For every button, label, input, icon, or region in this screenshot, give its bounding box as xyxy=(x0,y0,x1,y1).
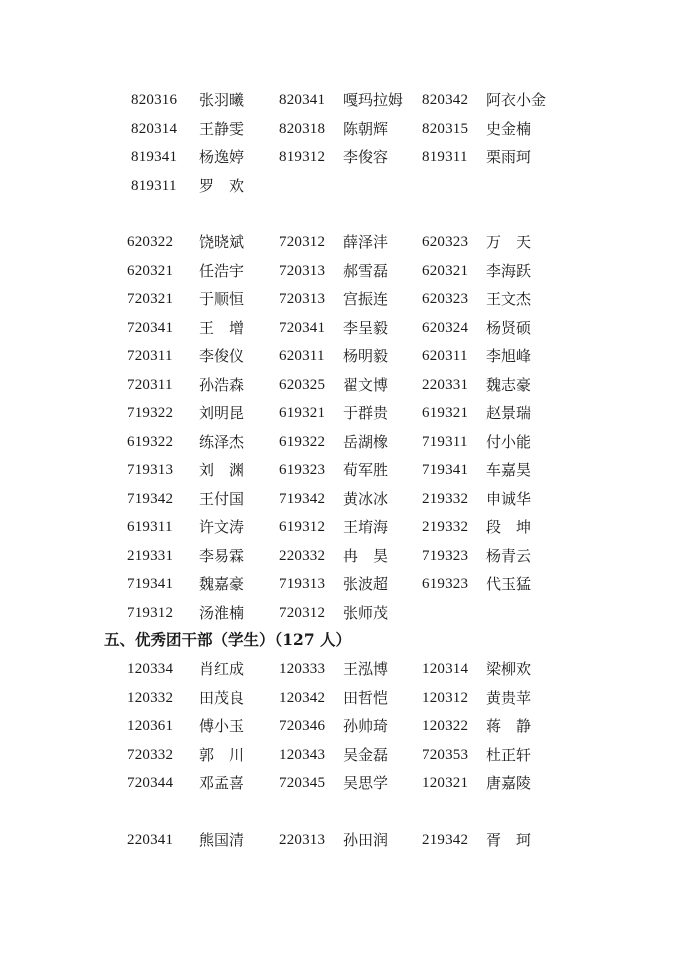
student-name: 王付国 xyxy=(199,489,245,508)
table-row xyxy=(0,769,679,797)
class-id: 819311 xyxy=(422,149,468,165)
table-row xyxy=(0,314,679,342)
class-id: 819311 xyxy=(131,177,177,194)
class-id: 819341 xyxy=(131,149,178,165)
student-name: 田茂良 xyxy=(199,688,245,707)
class-id: 719311 xyxy=(422,433,468,450)
table-row xyxy=(0,599,679,627)
student-name: 杨明毅 xyxy=(343,347,389,365)
section-heading-outstanding-league-cadres: 五、优秀团干部（学生）（127 人） xyxy=(104,630,352,649)
student-name: 任浩宇 xyxy=(199,261,245,280)
class-id: 620322 xyxy=(127,234,174,250)
student-name: 罗 欢 xyxy=(199,176,245,195)
class-id: 619322 xyxy=(127,433,174,450)
student-name: 田哲恺 xyxy=(343,688,389,707)
class-id: 220341 xyxy=(127,832,174,848)
class-id: 219331 xyxy=(127,547,174,564)
student-name: 嘎玛拉姆 xyxy=(343,91,404,109)
student-name: 杨青云 xyxy=(486,546,532,565)
class-id: 620323 xyxy=(422,291,469,307)
table-row xyxy=(0,428,679,456)
class-id: 720312 xyxy=(279,234,326,250)
class-id: 720344 xyxy=(127,775,174,791)
class-id: 620323 xyxy=(422,234,469,250)
class-id: 719341 xyxy=(422,462,469,478)
student-name: 郝雪磊 xyxy=(343,261,389,280)
student-name: 赵景瑞 xyxy=(486,404,532,422)
class-id: 820314 xyxy=(131,120,178,137)
student-name: 王泓博 xyxy=(343,660,389,678)
table-row xyxy=(0,257,679,285)
class-id: 620321 xyxy=(127,262,174,279)
student-name: 付小能 xyxy=(486,432,532,451)
student-name: 李俊仪 xyxy=(199,347,245,365)
student-name: 蒋 静 xyxy=(486,717,532,735)
student-name: 邓孟喜 xyxy=(199,774,245,792)
student-name: 王文杰 xyxy=(486,290,532,308)
class-id: 720313 xyxy=(279,291,326,307)
class-id: 120314 xyxy=(422,661,469,677)
class-id: 820315 xyxy=(422,120,469,137)
class-id: 120343 xyxy=(279,746,326,763)
student-name: 梁柳欢 xyxy=(486,660,532,678)
class-id: 120332 xyxy=(127,689,174,706)
class-id: 720345 xyxy=(279,775,326,791)
class-id: 719342 xyxy=(127,490,174,507)
class-id: 120312 xyxy=(422,689,469,706)
student-name: 李旭峰 xyxy=(486,347,532,365)
student-name: 魏嘉豪 xyxy=(199,575,245,593)
class-id: 719323 xyxy=(422,547,469,564)
class-id: 120322 xyxy=(422,718,469,734)
student-name: 王堉海 xyxy=(343,518,389,536)
class-id: 720332 xyxy=(127,746,174,763)
class-id: 820316 xyxy=(131,92,178,108)
table-row xyxy=(0,485,679,513)
student-name: 唐嘉陵 xyxy=(486,774,532,792)
student-name: 阿衣小金 xyxy=(486,91,547,109)
table-row xyxy=(0,570,679,598)
class-id: 120333 xyxy=(279,661,326,677)
table-row xyxy=(0,143,679,171)
class-id: 219342 xyxy=(422,832,469,848)
student-name: 宫振连 xyxy=(343,290,389,308)
student-name: 杜正轩 xyxy=(486,745,532,764)
class-id: 719342 xyxy=(279,490,326,507)
student-name: 代玉猛 xyxy=(486,575,532,593)
student-name: 汤淮楠 xyxy=(199,603,245,622)
student-name: 张羽曦 xyxy=(199,91,245,109)
class-id: 619323 xyxy=(422,576,469,592)
student-name: 荀军胜 xyxy=(343,461,389,479)
table-row xyxy=(0,371,679,399)
class-id: 720311 xyxy=(127,376,173,393)
student-name: 栗雨珂 xyxy=(486,148,532,166)
student-name: 岳湖橡 xyxy=(343,432,389,451)
class-id: 720321 xyxy=(127,291,174,307)
class-id: 819312 xyxy=(279,149,326,165)
student-name: 薛泽沣 xyxy=(343,233,389,251)
class-id: 820341 xyxy=(279,92,326,108)
table-row xyxy=(0,826,679,854)
class-id: 820318 xyxy=(279,120,326,137)
class-id: 719341 xyxy=(127,576,174,592)
class-id: 820342 xyxy=(422,92,469,108)
class-id: 619322 xyxy=(279,433,326,450)
table-row xyxy=(0,228,679,256)
class-id: 720346 xyxy=(279,718,326,734)
class-id: 620311 xyxy=(279,348,325,364)
student-name: 于顺恒 xyxy=(199,290,245,308)
student-name: 李呈毅 xyxy=(343,318,389,337)
table-row xyxy=(0,342,679,370)
table-row xyxy=(0,513,679,541)
student-name: 冉 昊 xyxy=(343,546,389,565)
class-id: 719322 xyxy=(127,405,174,421)
class-id: 720311 xyxy=(127,348,173,364)
class-id: 619321 xyxy=(422,405,469,421)
class-id: 620325 xyxy=(279,376,326,393)
student-name: 李易霖 xyxy=(199,546,245,565)
class-id: 619312 xyxy=(279,519,326,535)
student-name: 刘 渊 xyxy=(199,461,245,479)
student-name: 申诚华 xyxy=(486,489,532,508)
class-id: 120321 xyxy=(422,775,469,791)
student-name: 吴思学 xyxy=(343,774,389,792)
class-id: 720353 xyxy=(422,746,469,763)
student-name: 胥 珂 xyxy=(486,831,532,849)
student-name: 练泽杰 xyxy=(199,432,245,451)
class-id: 220313 xyxy=(279,832,326,848)
class-id: 619323 xyxy=(279,462,326,478)
table-row xyxy=(0,285,679,313)
student-name: 翟文博 xyxy=(343,375,389,394)
class-id: 219332 xyxy=(422,490,469,507)
student-name: 许文涛 xyxy=(199,518,245,536)
student-name: 孙浩森 xyxy=(199,375,245,394)
student-name: 肖红成 xyxy=(199,660,245,678)
student-name: 车嘉昊 xyxy=(486,461,532,479)
class-id: 720313 xyxy=(279,262,326,279)
class-id: 620321 xyxy=(422,262,469,279)
table-row xyxy=(0,655,679,683)
table-row xyxy=(0,456,679,484)
class-id: 720341 xyxy=(279,319,326,336)
student-name: 万 天 xyxy=(486,233,532,251)
student-name: 吴金磊 xyxy=(343,745,389,764)
class-id: 120361 xyxy=(127,718,174,734)
student-name: 李海跃 xyxy=(486,261,532,280)
class-id: 120334 xyxy=(127,661,174,677)
student-name: 饶晓斌 xyxy=(199,233,245,251)
student-name: 张师茂 xyxy=(343,603,389,622)
student-name: 魏志豪 xyxy=(486,375,532,394)
class-id: 620324 xyxy=(422,319,469,336)
student-name: 李俊容 xyxy=(343,148,389,166)
student-name: 王静雯 xyxy=(199,119,245,138)
class-id: 219332 xyxy=(422,519,469,535)
class-id: 619311 xyxy=(127,519,173,535)
table-row xyxy=(0,741,679,769)
class-id: 719313 xyxy=(279,576,326,592)
student-name: 熊国清 xyxy=(199,831,245,849)
table-row xyxy=(0,399,679,427)
student-name: 杨贤硕 xyxy=(486,318,532,337)
student-name: 黄冰冰 xyxy=(343,489,389,508)
student-name: 王 增 xyxy=(199,318,245,337)
student-name: 傅小玉 xyxy=(199,717,245,735)
student-name: 孙田润 xyxy=(343,831,389,849)
student-name: 郭 川 xyxy=(199,745,245,764)
class-id: 120342 xyxy=(279,689,326,706)
student-name: 于群贵 xyxy=(343,404,389,422)
student-name: 孙帅琦 xyxy=(343,717,389,735)
class-id: 620311 xyxy=(422,348,468,364)
class-id: 720312 xyxy=(279,604,326,621)
table-row xyxy=(0,172,679,200)
student-name: 杨逸婷 xyxy=(199,148,245,166)
student-name: 陈朝辉 xyxy=(343,119,389,138)
class-id: 719313 xyxy=(127,462,174,478)
class-id: 719312 xyxy=(127,604,174,621)
student-name: 段 坤 xyxy=(486,518,532,536)
table-row xyxy=(0,542,679,570)
student-name: 史金楠 xyxy=(486,119,532,138)
table-row xyxy=(0,684,679,712)
class-id: 220331 xyxy=(422,376,469,393)
table-row xyxy=(0,712,679,740)
class-id: 619321 xyxy=(279,405,326,421)
student-name: 黄贵苹 xyxy=(486,688,532,707)
student-name: 刘明昆 xyxy=(199,404,245,422)
class-id: 220332 xyxy=(279,547,326,564)
table-row xyxy=(0,86,679,114)
class-id: 720341 xyxy=(127,319,174,336)
student-name: 张波超 xyxy=(343,575,389,593)
table-row xyxy=(0,115,679,143)
